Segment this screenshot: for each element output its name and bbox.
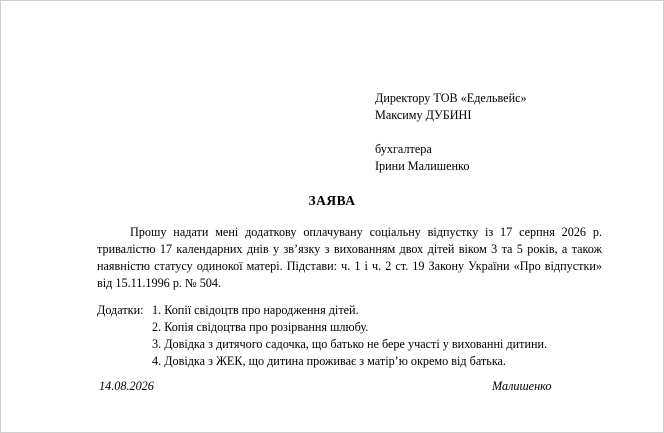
attachment-item: 4. Довідка з ЖЕК, що дитина проживає з матір’ю окремо від батька.	[152, 354, 507, 368]
document-title: ЗАЯВА	[308, 193, 356, 208]
attachment-row	[97, 353, 617, 370]
attachment-item: 2. Копія свідоцтва про розірвання шлюбу.	[152, 320, 369, 334]
addressee-block	[375, 90, 527, 175]
application-body: Прошу надати мені додаткову оплачувану соціальну відпустку із 17 серпня 2026 р. тривалістю 17 календарних днів у зв’язку з вихованням двох дітей віком 3 та 5 років, а також наявністю статусу одинокої матері. Підстави: ч. 1 і ч. 2 ст. 19 Закону України «Про відпустки» від 15.11.1996 р. № 504.	[97, 225, 602, 290]
attachments-block	[97, 302, 617, 370]
signature: Малишенко	[492, 379, 552, 393]
applicant-position: бухгалтера	[375, 142, 432, 156]
addressee-director-name: Максиму ДУБИНІ	[375, 108, 472, 122]
addressee-spacer	[375, 124, 527, 141]
applicant-name: Ірини Малишенко	[375, 159, 470, 173]
attachments-label: Додатки:	[97, 303, 144, 317]
attachment-item: 3. Довідка з дитячого садочка, що батько не бере участі у вихованні дитини.	[152, 337, 548, 351]
attachment-row	[97, 319, 617, 336]
attachment-row	[97, 302, 617, 319]
document-date: 14.08.2026	[99, 379, 154, 393]
attachment-row	[97, 336, 617, 353]
attachment-item: 1. Копії свідоцтв про народження дітей.	[152, 303, 359, 317]
addressee-director: Директору ТОВ «Едельвейс»	[375, 91, 527, 105]
